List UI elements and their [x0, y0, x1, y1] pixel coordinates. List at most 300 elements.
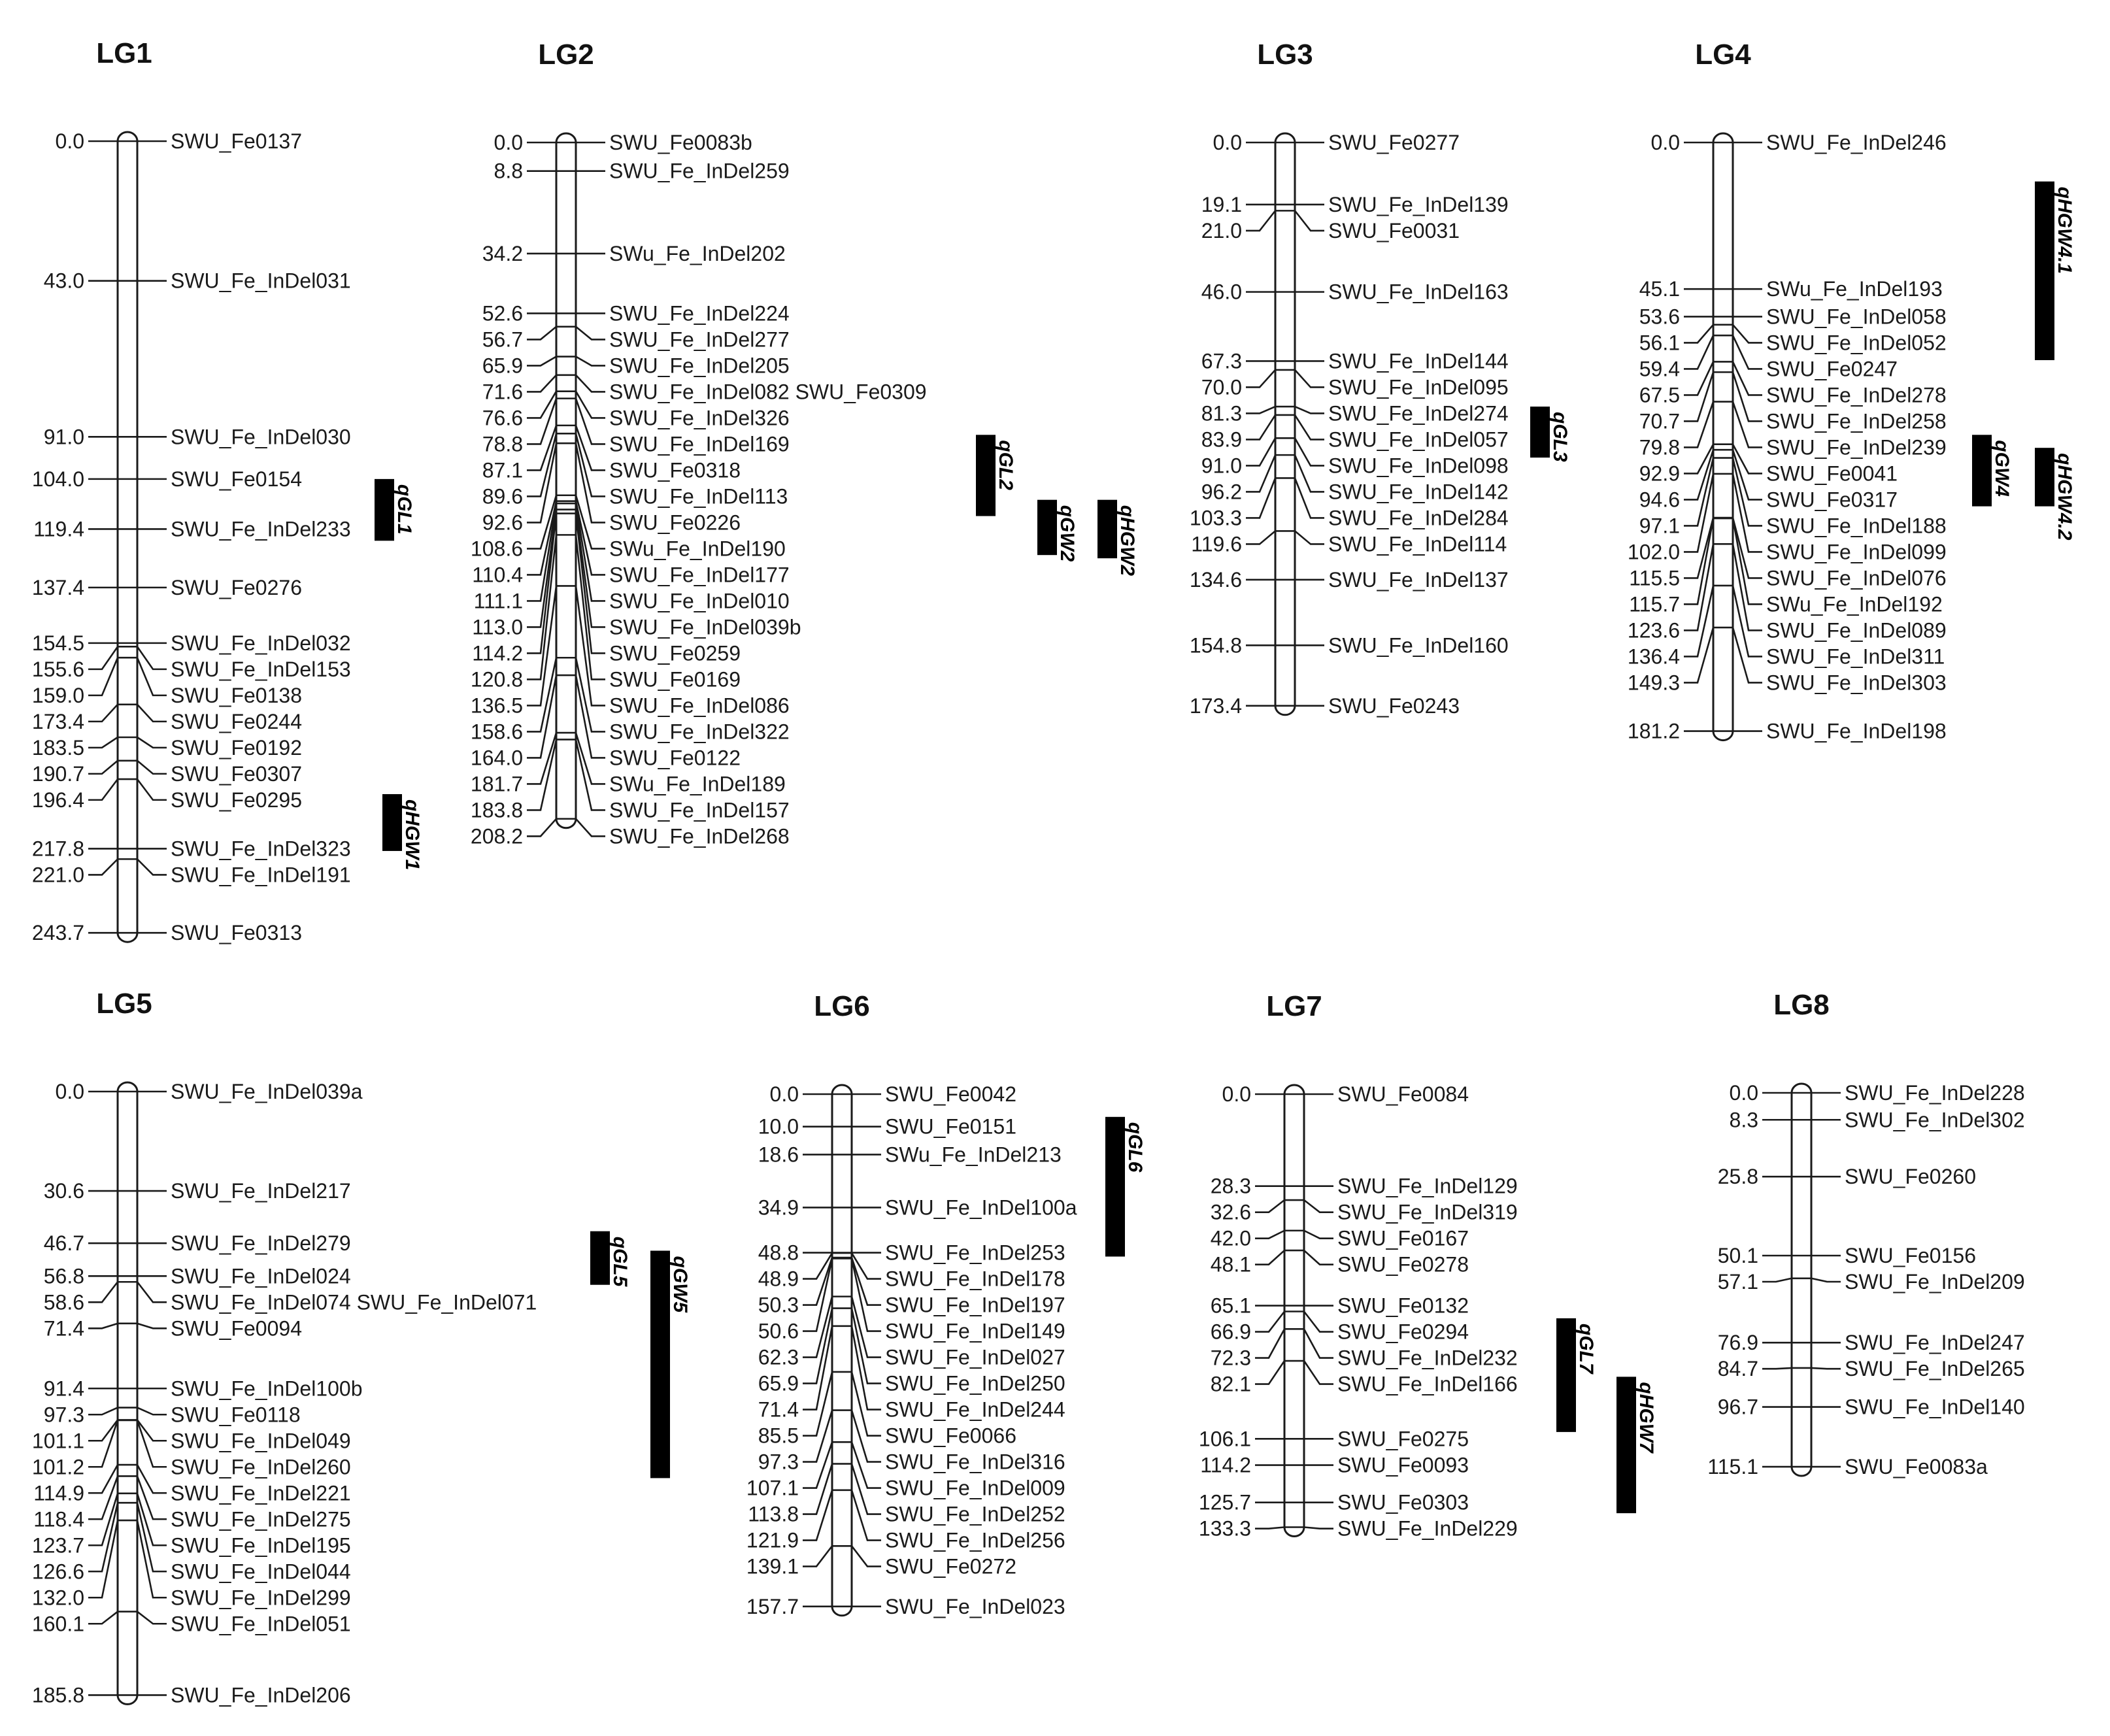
- qtl-label: qGW5: [669, 1256, 691, 1313]
- marker-name: SWU_Fe_InDel076: [1766, 566, 1947, 590]
- marker-position: 59.4: [1639, 357, 1680, 381]
- position-leader: [88, 859, 118, 875]
- marker-position: 67.5: [1639, 383, 1680, 407]
- qtl-label: qHGW4.1: [2054, 186, 2075, 274]
- marker-position: 50.6: [758, 1319, 799, 1343]
- marker-name: SWU_Fe_InDel051: [171, 1612, 351, 1636]
- qtl: [1556, 1318, 1597, 1432]
- marker-position: 82.1: [1210, 1372, 1251, 1396]
- marker-name: SWU_Fe0307: [171, 761, 302, 786]
- marker: [1211, 1200, 1518, 1224]
- marker-name: SWU_Fe_InDel095: [1328, 375, 1509, 399]
- marker-name: SWU_Fe_InDel049: [171, 1429, 351, 1453]
- marker-name: SWU_Fe0247: [1766, 357, 1898, 381]
- marker-position: 34.2: [482, 241, 523, 265]
- marker-name: SWU_Fe0259: [609, 641, 741, 665]
- marker: [33, 517, 350, 541]
- marker-position: 102.0: [1627, 540, 1680, 564]
- marker-name: SWU_Fe_InDel275: [171, 1507, 351, 1531]
- marker-position: 101.2: [31, 1455, 84, 1479]
- marker-leader: [1304, 1361, 1333, 1384]
- marker: [482, 354, 790, 377]
- marker-position: 53.6: [1639, 305, 1680, 329]
- marker-leader: [1733, 325, 1762, 343]
- marker: [32, 467, 302, 491]
- marker-name: SWU_Fe_InDel166: [1337, 1372, 1518, 1396]
- marker-position: 46.0: [1201, 280, 1242, 304]
- qtl: [1530, 407, 1571, 462]
- marker: [1222, 1082, 1469, 1106]
- marker-name: SWU_Fe_InDel099: [1766, 540, 1947, 564]
- qtl-bar: [1972, 435, 1992, 506]
- position-leader: [88, 1282, 118, 1302]
- marker-name: SWU_Fe_InDel030: [171, 425, 351, 449]
- marker-name: SWu_Fe_InDel193: [1766, 277, 1943, 301]
- marker: [1718, 1357, 2025, 1380]
- marker-name: SWU_Fe0118: [171, 1403, 301, 1427]
- marker-name: SWU_Fe_InDel233: [171, 517, 351, 541]
- marker-name: SWU_Fe0303: [1337, 1490, 1469, 1514]
- marker-position: 164.0: [470, 746, 523, 770]
- marker-leader: [576, 819, 605, 837]
- marker-name: SWU_Fe_InDel139: [1328, 192, 1509, 216]
- marker-leader: [137, 1324, 167, 1328]
- marker-position: 101.1: [31, 1429, 84, 1453]
- chromosome-bar: [118, 132, 137, 942]
- marker-position: 91.0: [1201, 454, 1242, 478]
- marker-leader: [1733, 544, 1762, 630]
- position-leader: [803, 1546, 832, 1566]
- marker: [758, 1115, 1016, 1139]
- marker-name: SWU_Fe_InDel302: [1845, 1108, 2025, 1132]
- marker: [1199, 1517, 1518, 1541]
- linkage-group-title: LG8: [1773, 989, 1830, 1021]
- position-leader: [1255, 1311, 1284, 1331]
- marker-position: 62.3: [758, 1345, 799, 1369]
- linkage-group-title: LG5: [96, 988, 152, 1020]
- marker-name: SWU_Fe0041: [1766, 461, 1898, 486]
- marker-position: 183.5: [31, 735, 84, 760]
- marker: [494, 159, 790, 183]
- marker-name: SWU_Fe0295: [171, 788, 302, 812]
- qtl: [375, 479, 415, 541]
- linkage-group-6: [746, 990, 1146, 1618]
- marker: [1718, 1395, 2025, 1419]
- marker-position: 121.9: [746, 1528, 799, 1552]
- marker: [1191, 531, 1507, 556]
- position-leader: [88, 1420, 118, 1441]
- marker-name: SWU_Fe_InDel100b: [171, 1377, 363, 1401]
- position-leader: [1246, 370, 1275, 388]
- marker-position: 114.2: [1200, 1453, 1251, 1477]
- linkage-group-4: [1628, 39, 2075, 743]
- position-leader: [88, 1420, 118, 1467]
- marker-position: 136.4: [1627, 644, 1680, 669]
- marker-name: SWU_Fe_InDel031: [171, 269, 351, 293]
- qtl-bar: [1037, 500, 1057, 555]
- marker-position: 123.6: [1627, 618, 1680, 643]
- marker-position: 76.6: [482, 406, 523, 430]
- marker-position: 115.5: [1629, 566, 1680, 590]
- marker: [44, 1316, 302, 1340]
- marker-position: 97.1: [1639, 514, 1680, 538]
- position-leader: [1255, 1250, 1284, 1265]
- marker-name: SWU_Fe_InDel082 SWU_Fe0309: [609, 380, 927, 404]
- position-leader: [1246, 478, 1275, 518]
- marker-position: 46.7: [43, 1231, 84, 1256]
- marker: [56, 129, 302, 153]
- qtl-bar: [1556, 1318, 1576, 1432]
- marker-name: SWU_Fe_InDel277: [609, 327, 790, 352]
- marker: [482, 327, 790, 352]
- marker-position: 78.8: [482, 432, 523, 456]
- qtl-label: qHGW1: [401, 799, 423, 871]
- marker-position: 154.5: [31, 631, 84, 655]
- marker: [32, 837, 351, 860]
- marker-name: SWU_Fe_InDel197: [885, 1293, 1065, 1317]
- marker: [44, 1264, 351, 1288]
- qtl-label: qGL2: [995, 440, 1016, 490]
- marker-position: 0.0: [769, 1082, 799, 1106]
- marker-leader: [1295, 407, 1324, 413]
- marker-name: SWU_Fe_InDel032: [171, 631, 351, 655]
- marker-position: 97.3: [758, 1450, 799, 1474]
- marker-position: 65.9: [482, 354, 523, 378]
- marker: [1201, 370, 1509, 399]
- marker-leader: [137, 737, 167, 748]
- qtl: [1972, 435, 2013, 506]
- linkage-group-5: [32, 988, 691, 1707]
- marker-name: SWU_Fe_InDel311: [1766, 644, 1945, 669]
- qtl: [2035, 448, 2075, 541]
- marker: [494, 131, 752, 154]
- marker-name: SWU_Fe_InDel258: [1766, 409, 1947, 433]
- marker-position: 10.0: [758, 1114, 799, 1139]
- qtl-bar: [1616, 1377, 1636, 1513]
- qtl: [1616, 1377, 1657, 1513]
- marker-position: 132.0: [31, 1586, 84, 1610]
- qtl-bar: [1105, 1117, 1125, 1257]
- marker-leader: [852, 1546, 881, 1566]
- marker-leader: [137, 1520, 167, 1597]
- marker: [1718, 1270, 2025, 1294]
- marker-position: 56.8: [43, 1264, 84, 1288]
- marker: [482, 375, 927, 404]
- position-leader: [803, 1326, 832, 1410]
- marker-name: SWU_Fe_InDel316: [885, 1450, 1065, 1474]
- marker-name: SWU_Fe_InDel114: [1328, 532, 1507, 556]
- marker-position: 71.4: [43, 1316, 84, 1341]
- marker-position: 79.8: [1639, 435, 1680, 459]
- marker-name: SWU_Fe_InDel024: [171, 1264, 351, 1288]
- marker-name: SWU_Fe_InDel246: [1766, 131, 1947, 154]
- marker-position: 25.8: [1717, 1165, 1758, 1189]
- marker-name: SWU_Fe0294: [1337, 1320, 1469, 1344]
- marker: [44, 269, 351, 293]
- marker-name: SWU_Fe_InDel244: [885, 1397, 1065, 1422]
- marker-position: 66.9: [1210, 1320, 1251, 1344]
- marker-position: 221.0: [31, 863, 84, 887]
- marker-name: SWU_Fe0042: [885, 1082, 1016, 1106]
- qtl-bar: [2035, 182, 2054, 360]
- marker-leader: [576, 392, 605, 418]
- marker-leader: [137, 859, 167, 875]
- position-leader: [88, 1476, 118, 1519]
- marker-name: SWU_Fe_InDel129: [1337, 1174, 1518, 1198]
- marker-name: SWU_Fe_InDel229: [1337, 1516, 1518, 1541]
- marker: [482, 242, 786, 265]
- marker-position: 52.6: [482, 301, 523, 326]
- marker-position: 134.6: [1189, 567, 1242, 592]
- position-leader: [88, 1612, 118, 1624]
- marker: [1211, 1294, 1469, 1318]
- marker-position: 97.3: [43, 1403, 84, 1427]
- marker-name: SWU_Fe0277: [1328, 131, 1460, 154]
- position-leader: [1246, 407, 1275, 413]
- marker-leader: [137, 761, 167, 774]
- linkage-group-title: LG1: [96, 37, 152, 69]
- marker-position: 118.4: [33, 1507, 84, 1531]
- marker-leader: [852, 1490, 881, 1541]
- marker-name: SWU_Fe_InDel303: [1766, 671, 1947, 695]
- marker-name: SWU_Fe_InDel074 SWU_Fe_InDel071: [171, 1290, 537, 1314]
- position-leader: [88, 1324, 118, 1328]
- qtl: [650, 1251, 691, 1478]
- marker-position: 181.2: [1627, 719, 1680, 743]
- marker-position: 50.1: [1717, 1243, 1758, 1267]
- marker-name: SWU_Fe0226: [609, 510, 741, 535]
- marker-name: SWU_Fe_InDel140: [1845, 1395, 2025, 1419]
- marker: [1200, 1454, 1469, 1477]
- marker-position: 94.6: [1639, 488, 1680, 512]
- marker-name: SWU_Fe0031: [1328, 218, 1460, 242]
- marker: [758, 1195, 1077, 1219]
- qtl: [2035, 182, 2075, 360]
- linkage-group-7: [1199, 990, 1657, 1541]
- position-leader: [527, 357, 556, 366]
- marker-position: 113.8: [748, 1502, 799, 1526]
- position-leader: [1684, 402, 1713, 448]
- marker: [32, 631, 351, 655]
- marker-name: SWU_Fe_InDel247: [1845, 1331, 2025, 1355]
- marker-name: SWU_Fe0318: [609, 458, 741, 482]
- marker-name: SWU_Fe_InDel089: [1766, 618, 1947, 643]
- marker-leader: [1811, 1278, 1841, 1282]
- marker-position: 56.1: [1639, 331, 1680, 355]
- marker: [1201, 193, 1509, 216]
- marker-position: 48.9: [758, 1267, 799, 1291]
- position-leader: [527, 392, 556, 418]
- chromosome-bar: [1275, 133, 1295, 715]
- marker-position: 34.9: [758, 1195, 799, 1220]
- qtl: [1097, 500, 1138, 576]
- chromosome-bar: [1792, 1084, 1811, 1476]
- marker: [1201, 349, 1509, 373]
- marker: [56, 1080, 363, 1103]
- qtl-label: qHGW4.2: [2054, 453, 2075, 541]
- marker-name: SWU_Fe_InDel142: [1328, 480, 1509, 504]
- marker-name: SWU_Fe_InDel323: [171, 837, 351, 861]
- marker-position: 21.0: [1201, 218, 1242, 242]
- marker-name: SWU_Fe_InDel178: [885, 1267, 1065, 1291]
- marker: [1211, 1175, 1518, 1198]
- marker-name: SWU_Fe_InDel268: [609, 824, 790, 848]
- marker-position: 0.0: [1729, 1081, 1758, 1105]
- marker-name: SWU_Fe_InDel279: [171, 1231, 351, 1256]
- marker-name: SWU_Fe0137: [171, 129, 302, 153]
- marker: [1639, 325, 1947, 355]
- position-leader: [527, 375, 556, 392]
- marker-position: 110.4: [472, 563, 523, 587]
- position-leader: [527, 819, 556, 837]
- position-leader: [1255, 1329, 1284, 1358]
- marker-name: SWU_Fe_InDel010: [609, 589, 790, 613]
- qtl-bar: [976, 435, 996, 516]
- marker-position: 70.0: [1201, 375, 1242, 399]
- linkage-group-title: LG4: [1695, 39, 1751, 71]
- marker-name: SWU_Fe_InDel322: [609, 720, 790, 744]
- marker: [1718, 1165, 1976, 1188]
- marker: [770, 1082, 1016, 1106]
- marker: [32, 859, 351, 886]
- marker-leader: [137, 646, 167, 669]
- marker-position: 173.4: [31, 709, 84, 733]
- marker-position: 108.6: [470, 537, 523, 561]
- marker-position: 67.3: [1201, 349, 1242, 373]
- marker-name: SWU_Fe_InDel206: [171, 1683, 351, 1707]
- position-leader: [88, 705, 118, 722]
- marker-position: 181.7: [470, 772, 523, 796]
- marker-position: 70.7: [1639, 409, 1680, 433]
- marker-position: 65.1: [1210, 1294, 1251, 1318]
- marker-position: 111.1: [473, 589, 523, 613]
- qtl-bar: [382, 794, 402, 851]
- qtl-label: qGW4: [1991, 440, 2013, 497]
- marker-position: 185.8: [31, 1683, 84, 1707]
- marker-name: SWU_Fe_InDel259: [609, 159, 790, 183]
- qtl: [1105, 1117, 1146, 1257]
- qtl-bar: [650, 1251, 670, 1478]
- position-leader: [1246, 531, 1275, 544]
- marker-name: SWU_Fe_InDel188: [1766, 514, 1947, 538]
- chromosome-bar: [832, 1085, 852, 1616]
- marker-name: SWU_Fe_InDel157: [609, 798, 790, 822]
- marker-leader: [1295, 478, 1324, 518]
- marker-position: 0.0: [1222, 1082, 1251, 1106]
- qtl-label: qGL1: [394, 484, 415, 535]
- chromosome-bar: [1713, 133, 1733, 741]
- position-leader: [527, 327, 556, 340]
- marker-position: 104.0: [31, 467, 84, 491]
- marker-position: 92.9: [1639, 461, 1680, 486]
- marker-name: SWU_Fe_InDel039a: [171, 1080, 363, 1103]
- marker-position: 48.1: [1210, 1252, 1251, 1277]
- marker-name: SWU_Fe_InDel137: [1328, 567, 1509, 592]
- marker-name: SWU_Fe_InDel044: [171, 1560, 351, 1584]
- marker-leader: [1733, 402, 1762, 448]
- marker-name: SWU_Fe0260: [1845, 1165, 1976, 1189]
- linkage-group-title: LG7: [1266, 990, 1322, 1022]
- marker-name: SWU_Fe_InDel191: [171, 863, 351, 887]
- position-leader: [88, 1520, 118, 1597]
- marker-position: 91.4: [43, 1377, 84, 1401]
- marker-name: SWU_Fe0083a: [1845, 1455, 1988, 1479]
- marker-name: SWU_Fe_InDel039b: [609, 615, 801, 639]
- marker-name: SWU_Fe_InDel239: [1766, 435, 1947, 459]
- marker: [758, 1241, 1065, 1265]
- marker-name: SWU_Fe0243: [1328, 693, 1460, 718]
- marker-name: SWU_Fe_InDel100a: [885, 1195, 1077, 1220]
- marker-name: SWU_Fe0151: [885, 1114, 1016, 1139]
- marker-position: 96.7: [1717, 1395, 1758, 1419]
- marker-position: 76.9: [1717, 1331, 1758, 1355]
- marker-position: 42.0: [1210, 1226, 1251, 1250]
- qtl: [382, 794, 423, 870]
- marker-position: 159.0: [31, 683, 84, 707]
- linkage-group-2: [471, 39, 1138, 848]
- position-leader: [1684, 544, 1713, 630]
- marker-name: SWU_Fe_InDel086: [609, 693, 790, 718]
- marker-position: 0.0: [494, 131, 523, 154]
- position-leader: [1255, 1231, 1284, 1239]
- marker-leader: [1304, 1527, 1333, 1529]
- marker: [44, 1231, 351, 1255]
- position-leader: [88, 737, 118, 748]
- marker-position: 183.8: [470, 798, 523, 822]
- marker-name: SWU_Fe0156: [1845, 1243, 1976, 1267]
- marker-name: SWU_Fe_InDel160: [1328, 633, 1509, 658]
- marker: [32, 761, 302, 786]
- marker: [1651, 131, 1947, 154]
- position-leader: [1246, 438, 1275, 465]
- marker-leader: [1304, 1231, 1333, 1239]
- linkage-group-1: [32, 37, 423, 944]
- marker-leader: [576, 375, 605, 392]
- marker-name: SWU_Fe_InDel228: [1845, 1081, 2025, 1105]
- marker-name: SWU_Fe_InDel252: [885, 1502, 1065, 1526]
- marker: [44, 1179, 351, 1203]
- marker-position: 71.4: [758, 1397, 799, 1422]
- linkage-group-3: [1190, 39, 1571, 718]
- marker: [471, 819, 790, 848]
- marker-name: SWU_Fe_InDel274: [1328, 401, 1509, 426]
- marker-position: 0.0: [55, 129, 84, 153]
- marker: [1718, 1244, 1976, 1267]
- marker-leader: [1295, 455, 1324, 492]
- marker-position: 123.7: [31, 1533, 84, 1558]
- marker-leader: [137, 705, 167, 722]
- marker-name: SWU_Fe0169: [609, 667, 741, 692]
- marker-name: SWU_Fe_InDel153: [171, 657, 351, 681]
- marker-position: 56.7: [482, 327, 523, 352]
- marker-leader: [1295, 531, 1324, 544]
- marker-leader: [1304, 1329, 1333, 1358]
- position-leader: [88, 761, 118, 774]
- marker-position: 72.3: [1210, 1346, 1251, 1370]
- marker-position: 87.1: [482, 458, 523, 482]
- position-leader: [1246, 455, 1275, 492]
- marker-position: 155.6: [31, 657, 84, 681]
- marker: [32, 705, 302, 733]
- marker-position: 0.0: [1213, 131, 1242, 154]
- marker-leader: [1811, 1368, 1841, 1369]
- marker: [32, 1683, 351, 1707]
- marker-name: SWU_Fe_InDel205: [609, 354, 790, 378]
- marker-position: 154.8: [1189, 633, 1242, 658]
- position-leader: [1684, 444, 1713, 474]
- qtl-label: qGL5: [609, 1236, 631, 1287]
- marker-name: SWU_Fe_InDel250: [885, 1371, 1065, 1395]
